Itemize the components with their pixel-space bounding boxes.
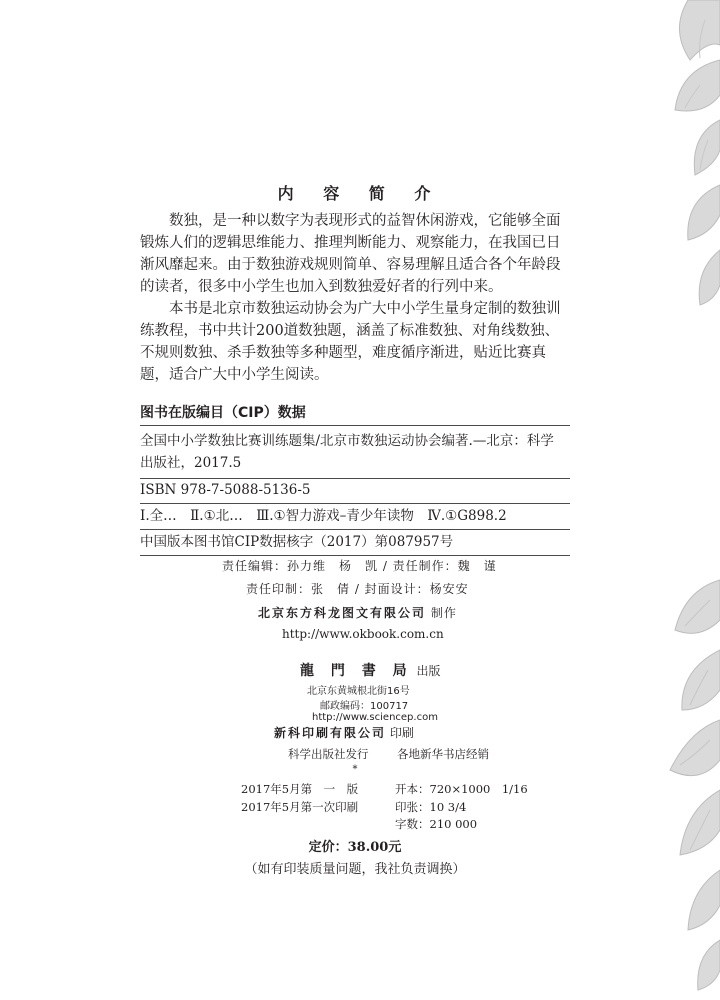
producer-action: 制作 — [430, 606, 457, 620]
isbn: ISBN 978-7-5088-5136-5 — [140, 482, 311, 498]
publisher-url: http://www.sciencep.com — [312, 712, 438, 723]
publisher-address: 北京东黄城根北街16号 — [307, 686, 410, 697]
printer-name: 新科印刷有限公司 — [274, 726, 387, 740]
editors-credit: 责任编辑：孙力维 杨 凯 / 责任制作：魏 谨 — [222, 559, 497, 573]
publisher-action: 出版 — [416, 664, 441, 678]
cip-heading: 图书在版编目（CIP）数据 — [140, 405, 306, 421]
edition: 2017年5月第 一 版 — [241, 782, 359, 796]
producer-url: http://www.okbook.com.cn — [282, 627, 444, 641]
divider — [140, 529, 570, 530]
printing: 2017年5月第一次印刷 — [241, 800, 359, 814]
publisher-name: 龍 門 書 局 — [300, 663, 413, 679]
intro-title: 内 容 简 介 — [277, 184, 443, 203]
star-separator: * — [352, 764, 358, 775]
word-count: 字数：210 000 — [395, 817, 478, 831]
quality-note: （如有印装质量问题，我社负责调换） — [244, 862, 466, 877]
printer-line — [274, 724, 414, 741]
intro-paragraph: 数独，是一种以数字为表现形式的益智休闲游戏，它能够全面锻炼人们的逻辑思维能力、推理判断能力、观察能力，在我国已日渐风靡起来。由于数独游戏规则简单、容易理解且适合各个年龄段的读者，很多中小学生也加入到数独爱好者的行列中来。 — [140, 213, 561, 295]
intro-paragraph: 本书是北京市数独运动协会为广大中小学生量身定制的数独训练教程，书中共计200道数独题，涵盖了标准数独、对角线数独、不规则数独、杀手数独等多种题型，难度循序渐进，贴近比赛真题，适合广大中小学生阅读。 — [140, 301, 561, 383]
producer-name: 北京东方科龙图文有限公司 — [258, 606, 427, 620]
print-design-credit: 责任印制：张 倩 / 封面设计：杨安安 — [246, 582, 469, 596]
sheets: 印张：10 3/4 — [395, 800, 467, 814]
publisher-postcode: 邮政编码：100717 — [320, 701, 409, 712]
intro-body — [140, 210, 570, 386]
distributor: 科学出版社发行 — [288, 747, 369, 761]
publisher-line — [300, 660, 440, 680]
price: 定价：38.00元 — [308, 840, 402, 855]
printer-action: 印刷 — [389, 726, 414, 740]
cip-entry-line: 出版社，2017.5 — [140, 455, 242, 471]
divider — [140, 425, 570, 426]
format: 开本：720×1000 1/16 — [395, 782, 528, 796]
sales: 各地新华书店经销 — [397, 747, 489, 761]
divider — [140, 555, 570, 556]
divider — [140, 503, 570, 504]
cip-approval-number: 中国版本图书馆CIP数据核字（2017）第087957号 — [140, 534, 454, 550]
cip-entry-line: 全国中小学数独比赛训练题集/北京市数独运动协会编著.—北京：科学 — [140, 433, 554, 449]
producer-line — [258, 604, 457, 621]
classification: Ⅰ.全… Ⅱ.①北… Ⅲ.①智力游戏–青少年读物 Ⅳ.①G898.2 — [140, 508, 507, 524]
